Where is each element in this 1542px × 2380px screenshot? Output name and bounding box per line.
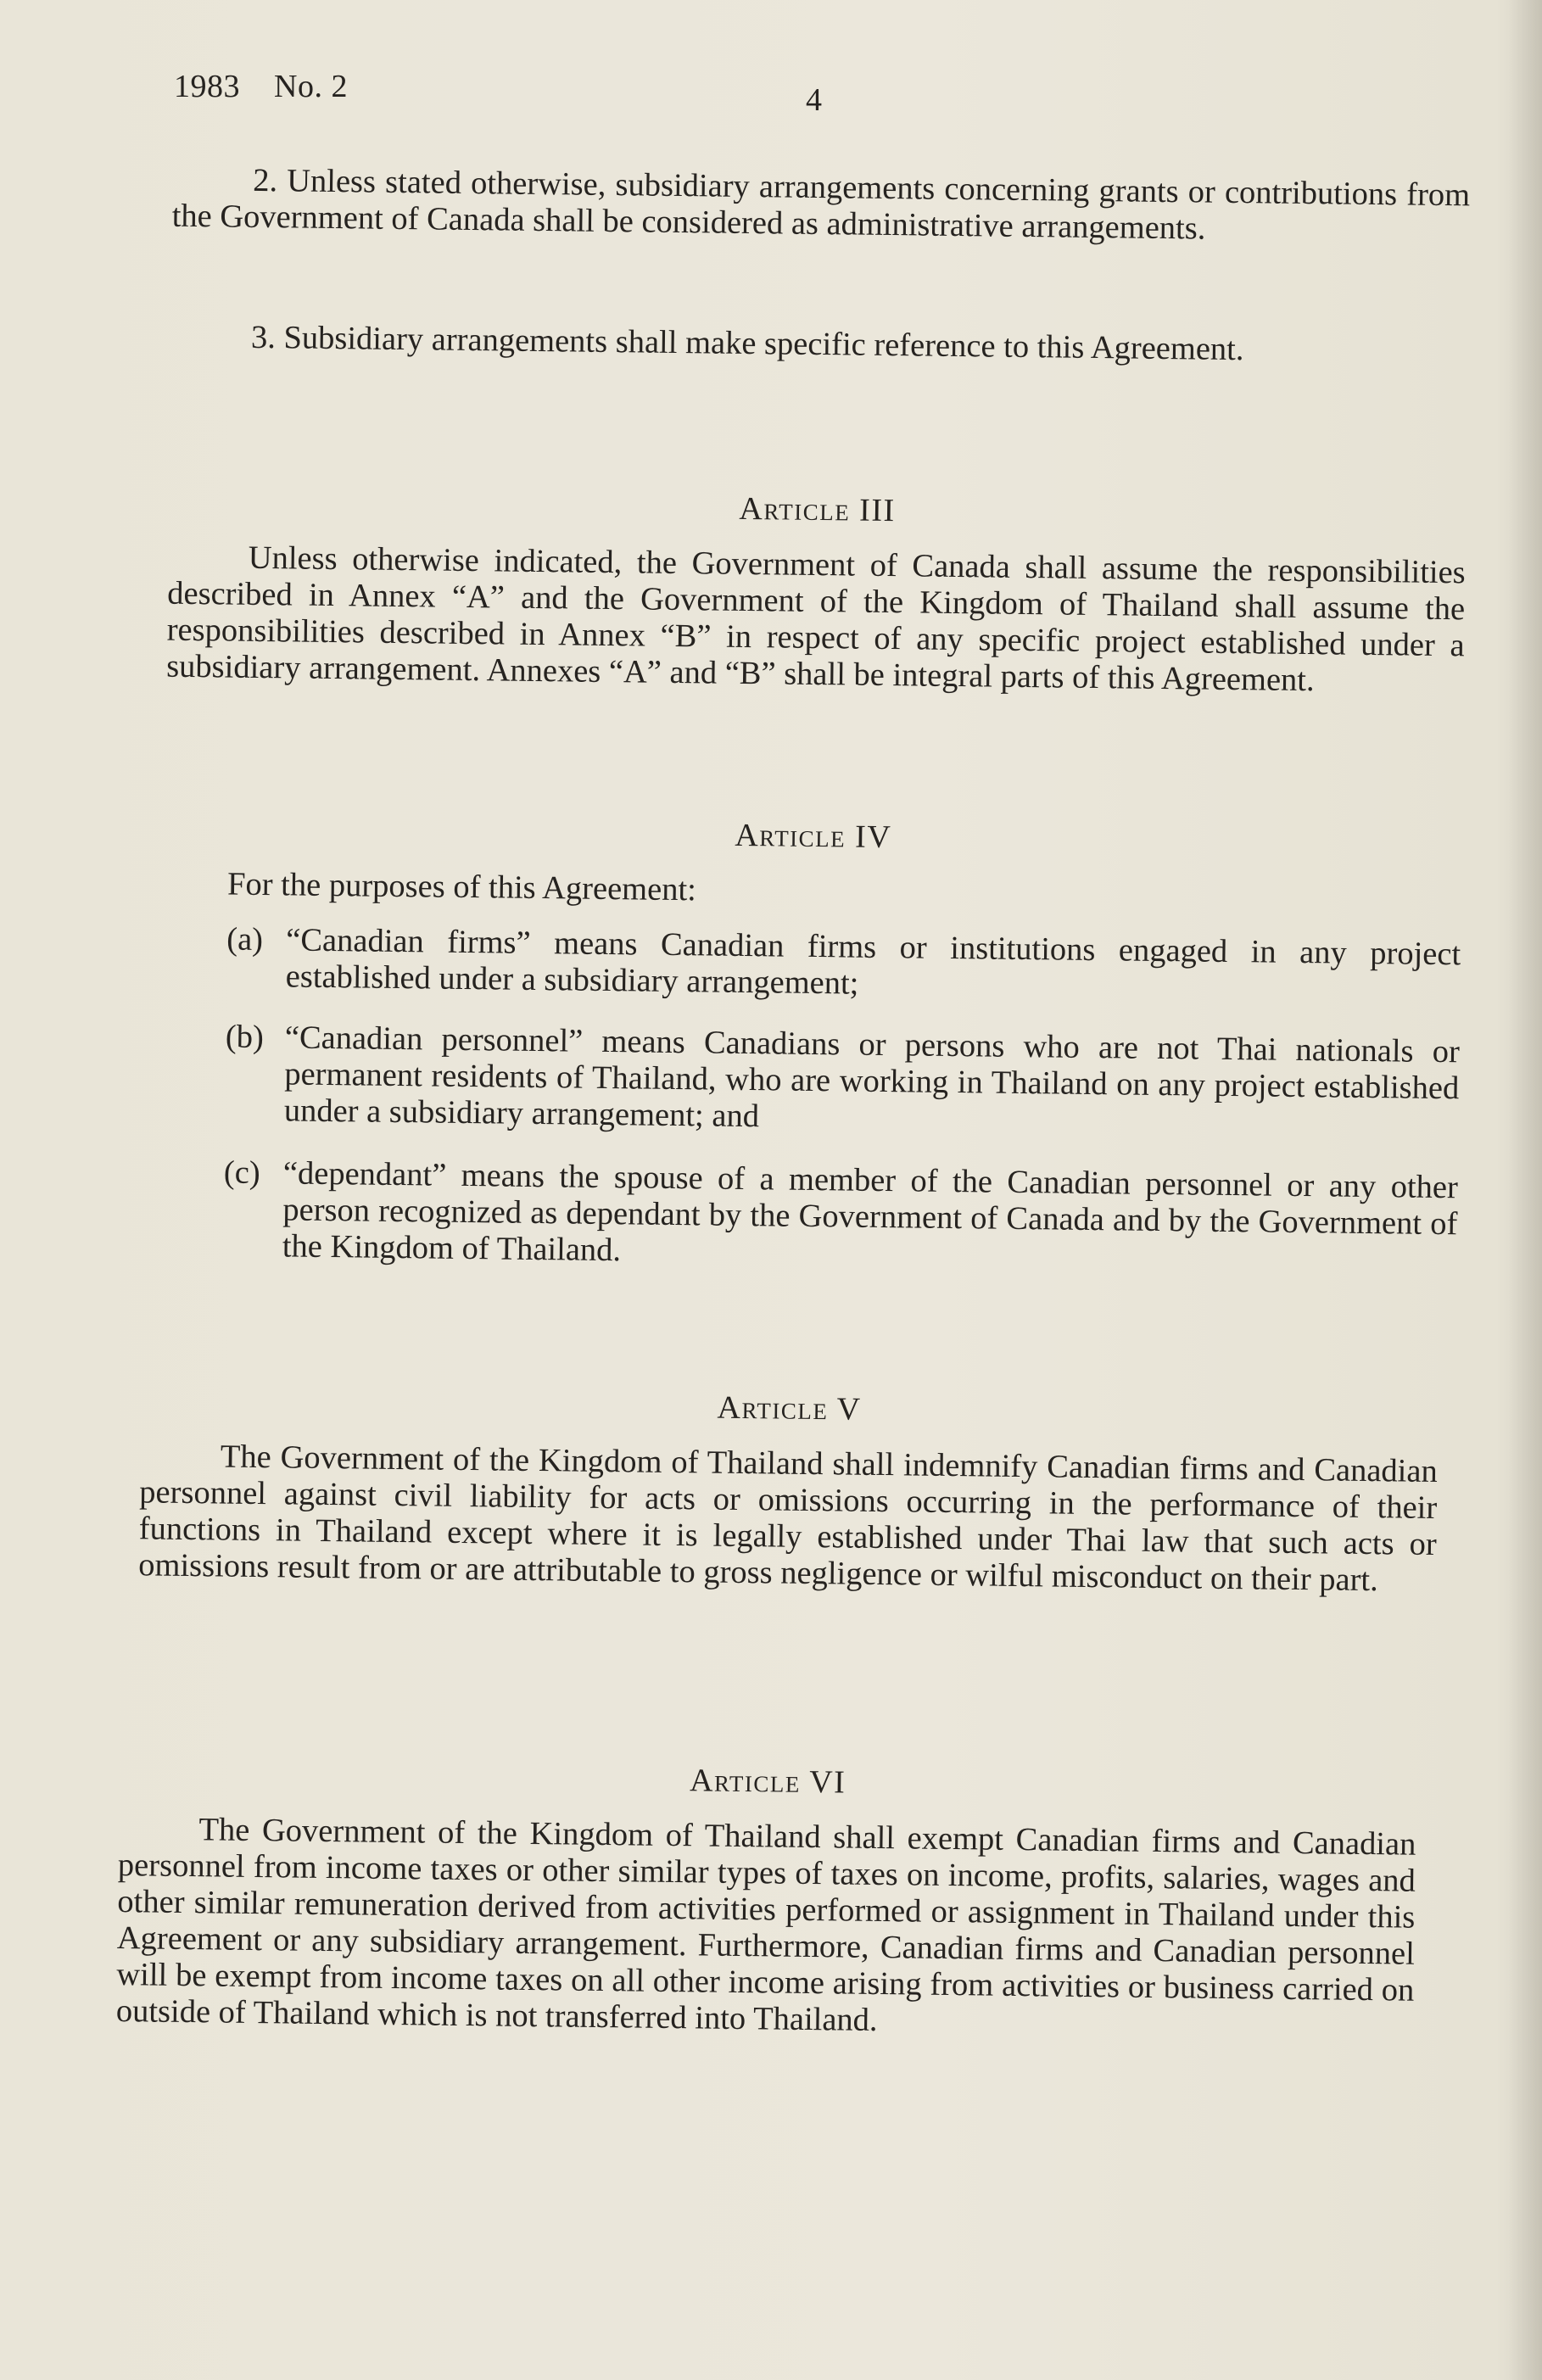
definition-label: (b): [225, 1019, 265, 1056]
paragraph-2: 2. Unless stated otherwise, subsidiary arrangements concerning grants or contributions from the Government of Canada shall be considered as administrative arrangements.: [171, 162, 1471, 247]
definition-label: (a): [226, 921, 264, 958]
paragraph-3: 3. Subsidiary arrangements shall make specific reference to this Agreement.: [250, 319, 1244, 368]
definition-a: [226, 921, 1461, 1002]
header-number: No. 2: [274, 69, 348, 104]
page-header: [174, 68, 348, 105]
definition-text: “dependant” means the spouse of a member of the Canadian personnel or any other person recognized as dependant by the Government of Canada and by the Government of the Kingdom of Thailand.: [282, 1155, 1459, 1269]
definition-c: [223, 1154, 1459, 1269]
definition-text: “Canadian firms” means Canadian firms or institutions engaged in any project established under a subsidiary arrangement;: [285, 922, 1461, 1002]
article-3-heading: Article III: [739, 490, 896, 529]
definition-label: (c): [223, 1154, 260, 1192]
article-6-text: The Government of the Kingdom of Thailand shall exempt Canadian firms and Canadian personnel from income taxes or other similar types of taxes on income, profits, salaries, wages and other similar remuneration derived from activities performed or assignment in Thailand under this Agreement or any subsidiary arrangement. Furthermore, Canadian firms and Canadian personnel will be exempt from income taxes on all other income arising from activities or business carried on outside of Thailand which is not transferred into Thailand.: [115, 1812, 1416, 2038]
article-4-intro: For the purposes of this Agreement:: [226, 866, 697, 908]
header-year: 1983: [174, 69, 240, 104]
article-4-heading: Article IV: [735, 817, 892, 856]
article-5-text: The Government of the Kingdom of Thailand shall indemnify Canadian firms and Canadian personnel against civil liability for acts or omissions occurring in the performance of their functions in Thailand except where it is legally established under Thai law that such acts or omissions result from or are attributable to gross negligence or wilful misconduct on their part.: [138, 1439, 1438, 1599]
article-6-heading: Article VI: [689, 1763, 846, 1801]
definition-b: [225, 1019, 1461, 1135]
definition-text: “Canadian personnel” means Canadians or persons who are not Thai nationals or permanent residents of Thailand, who are working in Thailand on any project established under a subsidiary arrangement; and: [283, 1020, 1461, 1135]
page-number: 4: [806, 82, 822, 118]
page-edge-shadow: [1508, 0, 1542, 2380]
article-5-heading: Article V: [717, 1389, 862, 1427]
article-3-text: Unless otherwise indicated, the Government of Canada shall assume the responsibilities described in Annex “A” and the Government of the Kingdom of Thailand shall assume the responsibilities described in Annex “B” in respect of any specific project established under a subsidiary arrangement. Annexes “A” and “B” shall be integral parts of this Agreement.: [165, 539, 1466, 699]
